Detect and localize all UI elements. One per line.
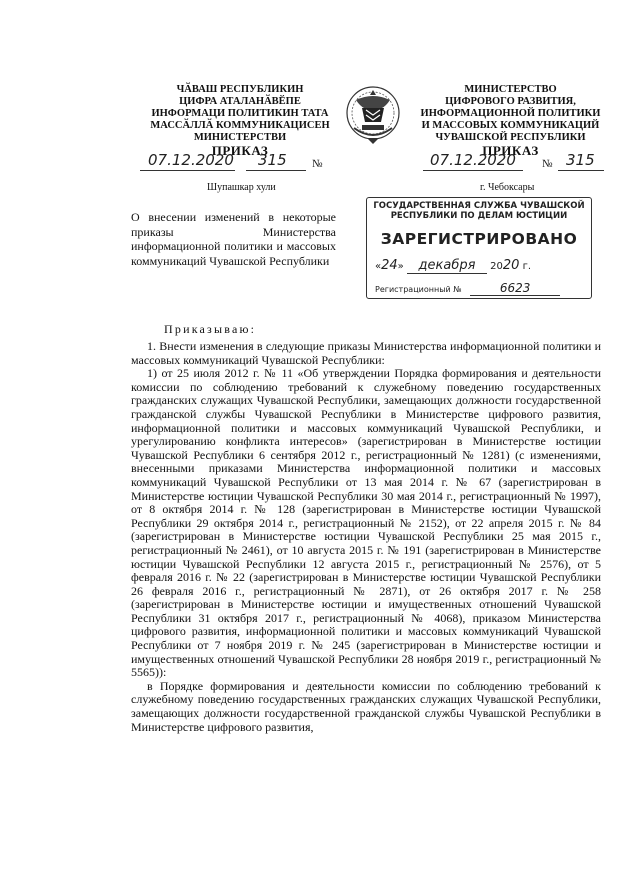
header-left-line: ЧӐВАШ РЕСПУБЛИКИН: [176, 84, 304, 95]
stamp-month: декабря: [407, 258, 487, 274]
stamp-regno-label: Регистрационный №: [375, 285, 462, 294]
doc-type-right: ПРИКАЗ: [482, 143, 539, 158]
coat-of-arms-emblem: [344, 82, 402, 146]
stamp-year-end: г.: [522, 261, 532, 272]
header-right-line: МИНИСТЕРСТВО: [464, 84, 557, 95]
header-right-line: ЦИФРОВОГО РАЗВИТИЯ,: [445, 96, 576, 107]
header-left-line: ЦИФРА АТАЛАНӐВӖПЕ: [179, 96, 301, 107]
paragraph: 1. Внести изменения в следующие приказы Министерства информационной политики и массовых коммуникаций Чувашской Республики:: [131, 339, 601, 367]
order-intro: Приказываю:: [164, 322, 257, 336]
city-right: г. Чебоксары: [480, 182, 535, 193]
registration-stamp: [366, 197, 592, 299]
header-right: [408, 84, 613, 157]
handwritten-number-right: 315: [566, 151, 595, 169]
handwritten-date-left: 07.12.2020: [148, 151, 234, 169]
number-underline-right: [558, 170, 604, 171]
number-sign-left: №: [312, 158, 323, 170]
header-right-line: ИНФОРМАЦИОННОЙ ПОЛИТИКИ: [420, 108, 601, 119]
date-underline-left: [140, 170, 235, 171]
header-left-line: МАССӐЛЛӐ КОММУНИКАЦИСЕН: [150, 120, 330, 131]
stamp-year-suffix: 20: [502, 258, 520, 273]
stamp-regno: 6623: [470, 281, 560, 296]
document-body: [131, 340, 601, 734]
paragraph: 1) от 25 июля 2012 г. № 11 «Об утверждении Порядка формирования и деятельности комиссии по соблюдению требований к служебному поведению государственных гражданских служащих Чувашской Республики, замещающих должности государственной гражданской службы Чувашской Республики в Министерстве цифрового развития, информационной политики и массовых коммуникаций Чувашской Республики, и урегулированию конфликта интересов» (зарегистрирован в Министерстве юстиции Чувашской Республики 6 сентября 2012 г., регистрационный № 1281) (с изменениями, внесенными приказами Министерства информационной политики и массовых коммуникаций Чувашской Республики от 13 мая 2014 г. № 67 (зарегистрирован в Министерстве юстиции Чувашской Республики 30 мая 2014 г., регистрационный № 1997), от 8 октября 2014 г. № 128 (зарегистрирован в Министерстве юстиции Чувашской Республики 29 октября 2014 г., регистрационный № 2152), от 22 апреля 2015 г. № 84 (зарегистрирован в Министерстве юстиции Чувашской Республики 25 мая 2015 г., регистрационный № 2461), от 10 августа 2015 г. № 191 (зарегистрирован в Министерстве юстиции Чувашской Республики 12 августа 2015 г., регистрационный № 2576), от 5 февраля 2016 г. № 22 (зарегистрирован в Министерстве юстиции Чувашской Республики 26 февраля 2016 г., регистрационный № 2871), от 26 октября 2017 г. № 258 (зарегистрирован в Министерстве юстиции и имущественных отношений Чувашской Республики 31 октября 2017 г., регистрационный № 4068), приказом Министерства цифрового развития, информационной политики и массовых коммуникаций Чувашской Республики от 7 ноября 2019 г. № 245 (зарегистрирован в Министерстве юстиции и имущественных отношений Чувашской Республики 28 ноября 2019 г., регистрационный № 5565)):: [131, 366, 601, 680]
handwritten-number-left: 315: [258, 151, 287, 169]
number-underline-left: [246, 170, 306, 171]
paragraph: в Порядке формирования и деятельности комиссии по соблюдению требований к служебному поведению государственных гражданских служащих Чувашской Республики, замещающих должности государственной гражданской службы Чувашской Республики в Министерстве цифрового развития,: [131, 678, 601, 734]
header-left-line: ИНФОРМАЦИ ПОЛИТИКИН ТАТА: [151, 108, 329, 119]
header-left: [130, 84, 350, 157]
date-underline-right: [423, 170, 523, 171]
stamp-day: 24: [381, 258, 398, 273]
number-sign-right: №: [542, 158, 553, 170]
header-right-line: И МАССОВЫХ КОММУНИКАЦИЙ: [421, 120, 600, 131]
stamp-title: ЗАРЕГИСТРИРОВАНО: [380, 230, 578, 248]
stamp-year-prefix: 20: [490, 261, 503, 272]
stamp-date: «24» декабря 2020 г.: [375, 258, 532, 273]
header-right-line: ЧУВАШСКОЙ РЕСПУБЛИКИ: [435, 132, 586, 143]
city-left: Шупашкар хули: [207, 182, 276, 193]
document-subject: О внесении изменений в некоторые приказы Министерства информационной политики и массовых коммуникаций Чувашской Республики: [131, 210, 336, 268]
doc-type-left: ПРИКАЗ: [211, 143, 269, 158]
header-left-line: МИНИСТЕРСТВИ: [193, 132, 287, 143]
stamp-regno-row: [375, 281, 560, 296]
handwritten-date-right: 07.12.2020: [430, 151, 516, 169]
stamp-organization: ГОСУДАРСТВЕННАЯ СЛУЖБА ЧУВАШСКОЙ РЕСПУБЛИКИ ПО ДЕЛАМ ЮСТИЦИИ: [373, 201, 585, 221]
